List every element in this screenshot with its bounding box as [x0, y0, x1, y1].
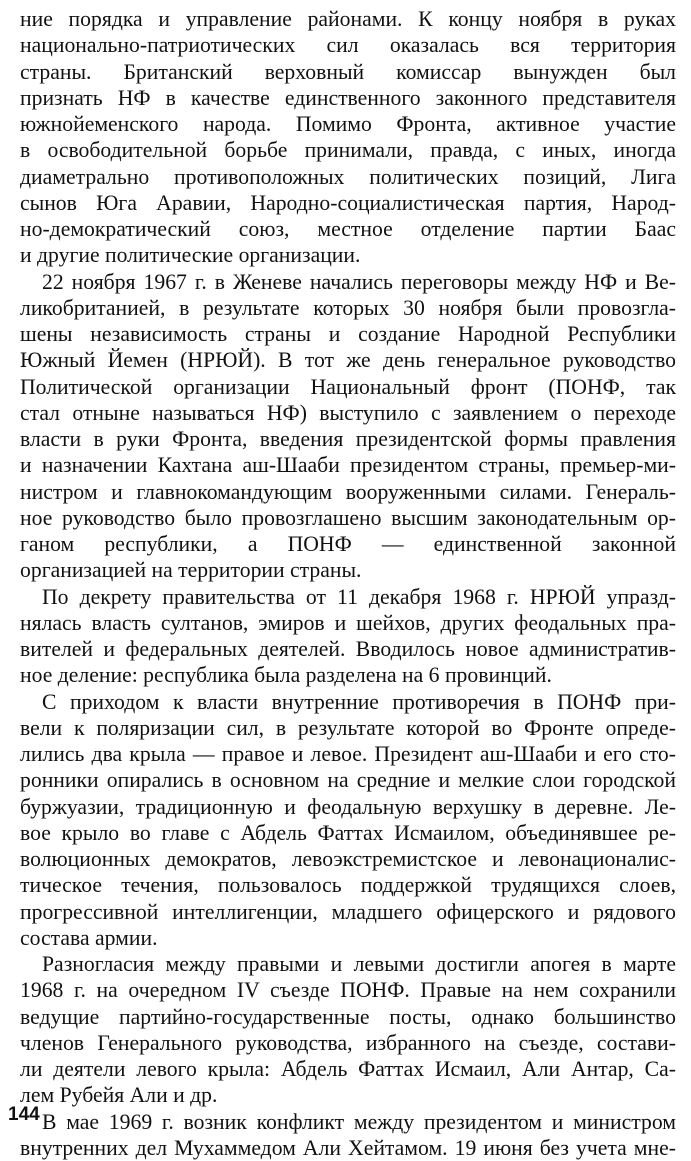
text-line: ганом республики, а ПОНФ — единственной законной — [20, 532, 676, 556]
text-line: шены независимость страны и создание Народной Республики — [20, 322, 676, 346]
text-line: признать НФ в качестве единственного законного представителя — [20, 85, 676, 110]
text-line: 22 ноября 1967 г. в Женеве начались переговоры между НФ и Ве- — [42, 269, 676, 294]
text-line: нистром и главнокомандующим вооруженными силами. Генераль- — [20, 479, 676, 504]
text-line: вителей и федеральных деятелей. Вводилось новое административ- — [20, 637, 676, 661]
text-line: и назначении Кахтана аш-Шааби президентом страны, премьер-ми- — [20, 453, 676, 478]
text-line: тическое течения, пользовалось поддержкой трудящихся слоев, — [20, 873, 676, 898]
text-line: Политической организации Национальный фронт (ПОНФ, так — [20, 374, 676, 399]
text-line: власти в руки Фронта, введения президентской формы правления — [20, 427, 676, 451]
text-line: в освободительной борьбе принимали, правда, с иных, иногда — [20, 138, 676, 163]
text-line: По декрету правительства от 11 декабря 1968 г. НРЮЙ упразд- — [42, 584, 676, 609]
text-line: лились два крыла — правое и левое. Президент аш-Шааби и его сто- — [20, 742, 676, 766]
text-line: вое крыло во главе с Абдель Фаттах Исмаилом, объединявшее ре- — [20, 820, 676, 845]
text-line: южнойеменского народа. Помимо Фронта, активное участие — [20, 112, 676, 136]
text-line: В мае 1969 г. возник конфликт между президентом и министром — [42, 1109, 676, 1134]
text-line: национально-патриотических сил оказалась вся территория — [20, 33, 676, 58]
text-line: и другие политические организации. — [20, 243, 361, 268]
text-line: ное руководство было провозглашено высшим законодательным ор- — [20, 505, 676, 530]
text-line: сынов Юга Аравии, Народно-социалистическая партия, Народ- — [20, 190, 676, 215]
text-line: ведущие партийно-государственные посты, однако большинство — [20, 1004, 676, 1029]
text-line: состава армии. — [20, 925, 158, 950]
text-line: диаметрально противоположных политических позиций, Лига — [20, 164, 676, 189]
text-line: лем Рубейя Али и др. — [20, 1083, 218, 1108]
text-line: страны. Британский верховный комиссар вынужден был — [20, 59, 676, 84]
text-line: С приходом к власти внутренние противоречия в ПОНФ при- — [42, 689, 676, 714]
text-line: ное деление: республика была разделена на 6 провинций. — [20, 663, 552, 688]
text-line: буржуазии, традиционную и феодальную верхушку в деревне. Ле- — [20, 794, 676, 819]
text-line: ронники опирались в основном на средние и мелкие слои городской — [20, 768, 676, 793]
text-line: волюционных демократов, левоэкстремистское и левонационалис- — [20, 847, 676, 871]
text-line: стал отныне называться НФ) выступило с заявлением о переходе — [20, 400, 676, 425]
text-line: ние порядка и управление районами. К концу ноября в руках — [20, 7, 676, 31]
text-line: но-демократический союз, местное отделение партии Баас — [20, 217, 676, 241]
text-line: прогрессивной интеллигенции, младшего офицерского и рядового — [20, 899, 676, 924]
text-line: ли деятели левого крыла: Абдель Фаттах Исмаил, Али Антар, Са- — [20, 1057, 676, 1081]
text-line: ликобританией, в результате которых 30 ноября были провозгла- — [20, 295, 676, 320]
text-line: членов Генерального руководства, избранного на съезде, состави- — [20, 1030, 676, 1055]
text-line: Южный Йемен (НРЮЙ). В тот же день генеральное руководство — [20, 348, 676, 373]
text-line: внутренних дел Мухаммедом Али Хейтамом. 19 июня без учета мне- — [20, 1135, 676, 1160]
text-line: 1968 г. на очередном IV съезде ПОНФ. Правые на нем сохранили — [20, 978, 676, 1003]
text-line: вели к поляризации сил, в результате которой во Фронте опреде- — [20, 715, 676, 740]
text-line: Разногласия между правыми и левыми достигли апогея в марте — [42, 952, 676, 976]
page-number: 144 — [8, 1104, 40, 1125]
text-line: организацией на территории страны. — [20, 558, 362, 583]
text-line: нялась власть султанов, эмиров и шейхов, других феодальных пра- — [20, 610, 676, 635]
book-page-text — [20, 6, 676, 1161]
